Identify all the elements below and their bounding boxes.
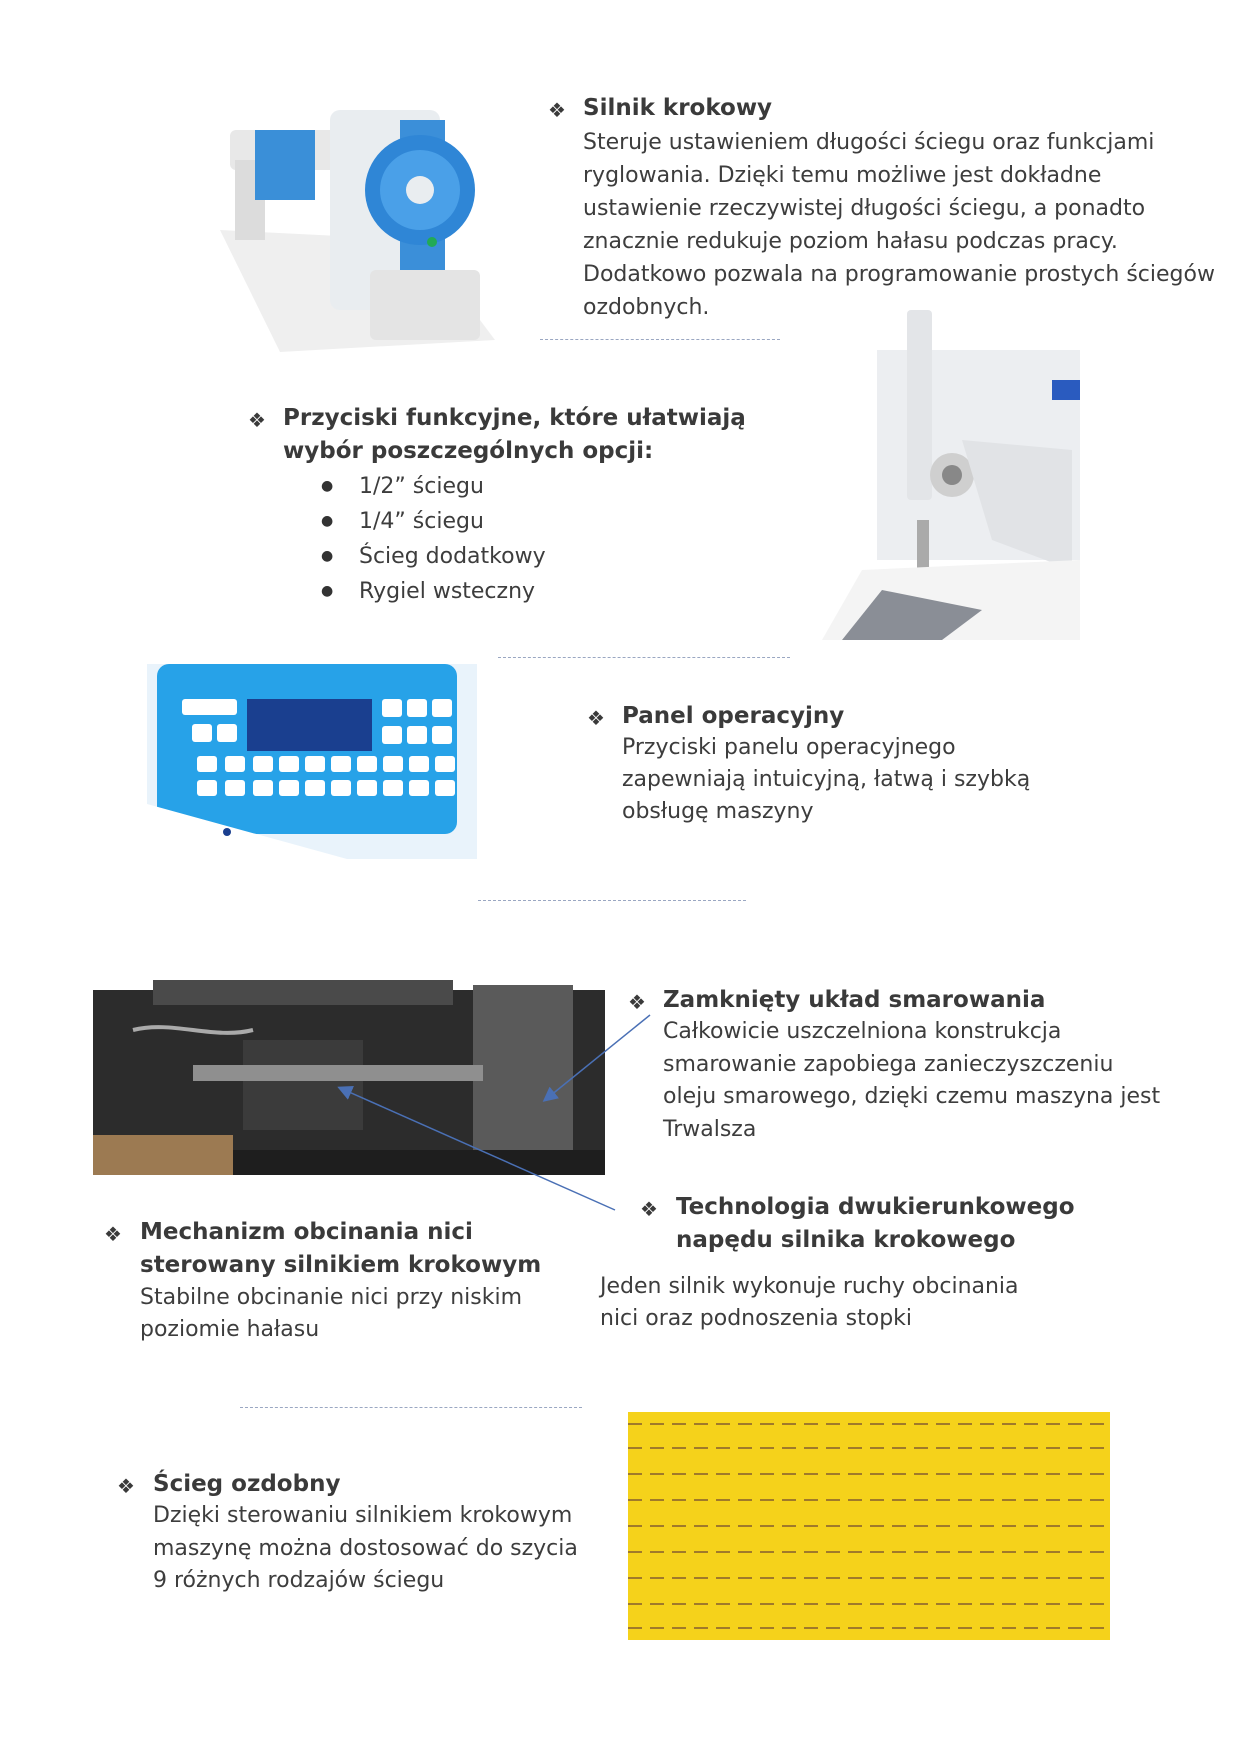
stepper-motor-text: Steruje ustawieniem długości ściegu oraz funkcjami ryglowania. Dzięki temu możliwe jest dokładne ustawienie rzeczywistej długości ściegu, a ponadto znacznie redukuje poziom hałasu podczas pracy. Dodatkowo pozwala na programowanie prostych ściegów ozdobnych.	[583, 130, 1215, 320]
lubrication-title: Zamknięty układ smarowania	[663, 987, 1046, 1013]
list-item: ● 1/2” ściegu	[321, 469, 721, 504]
function-buttons-list	[321, 469, 721, 609]
diamond-bullet-icon: ❖	[248, 408, 266, 432]
decorative-stitch-text: Dzięki sterowaniu silnikiem krokowym maszynę można dostosować do szycia 9 różnych rodzajów ściegu	[153, 1503, 578, 1593]
diamond-bullet-icon: ❖	[640, 1197, 658, 1221]
diamond-bullet-icon: ❖	[104, 1222, 122, 1246]
function-buttons-title: Przyciski funkcyjne, które ułatwiają wybór poszczególnych opcji:	[283, 405, 746, 464]
pointer-arrows	[330, 1000, 660, 1220]
list-item: ● Rygiel wsteczny	[321, 574, 721, 609]
diamond-bullet-icon: ❖	[628, 990, 646, 1014]
diamond-bullet-icon: ❖	[117, 1474, 135, 1498]
decorative-stitch-title: Ścieg ozdobny	[153, 1471, 341, 1497]
operation-panel-text: Przyciski panelu operacyjnego zapewniają intuicyjną, łatwą i szybką obsługę maszyny	[622, 735, 1031, 824]
bidirectional-title: Technologia dwukierunkowego napędu silnika krokowego	[676, 1194, 1075, 1253]
thread-trimming-text: Stabilne obcinanie nici przy niskim poziomie hałasu	[140, 1285, 523, 1342]
decorative-stitch-sample-image	[628, 1412, 1110, 1640]
bidirectional-text: Jeden silnik wykonuje ruchy obcinania nici oraz podnoszenia stopki	[600, 1274, 1019, 1331]
stepper-motor-title: Silnik krokowy	[583, 95, 773, 121]
lubrication-text: Całkowicie uszczelniona konstrukcja smarowanie zapobiega zanieczyszczeniu oleju smarowego, dzięki czemu maszyna jest Trwalsza	[663, 1019, 1161, 1142]
list-item: ● 1/4” ściegu	[321, 504, 721, 539]
list-item: ● Ścieg dodatkowy	[321, 539, 721, 574]
sewing-machine-image	[220, 90, 495, 352]
divider	[478, 900, 746, 901]
thread-trimming-title: Mechanizm obcinania nici sterowany silnikiem krokowym	[140, 1219, 542, 1278]
diamond-bullet-icon: ❖	[587, 706, 605, 730]
machine-head-closeup-image	[822, 310, 1080, 640]
operation-panel-title: Panel operacyjny	[622, 703, 845, 729]
operation-panel-image	[147, 664, 477, 859]
divider	[498, 657, 790, 658]
diamond-bullet-icon: ❖	[548, 98, 566, 122]
divider	[240, 1407, 582, 1408]
divider	[540, 339, 780, 340]
